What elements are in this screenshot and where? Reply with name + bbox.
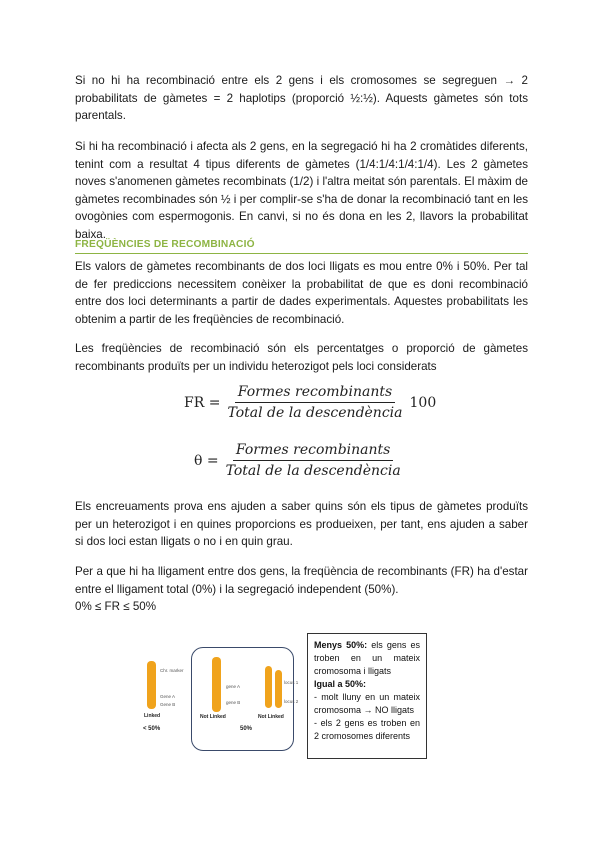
legend-igual-line2: - els 2 gens es troben en 2 cromosomes diferents bbox=[314, 718, 420, 741]
legend-box bbox=[307, 633, 427, 759]
label-not-linked-1: Not Linked bbox=[200, 714, 226, 720]
label-not-linked-2: Not Linked bbox=[258, 714, 284, 720]
legend-menys bbox=[314, 639, 420, 678]
formula-fr-numerator: Formes recombinants bbox=[235, 384, 395, 403]
label-linked: Linked bbox=[144, 713, 161, 719]
formula-theta-fraction bbox=[223, 442, 404, 479]
formula-fr-fraction bbox=[224, 384, 405, 421]
formula-fr-denominator: Total de la descendència bbox=[227, 405, 403, 421]
chromosome-linked bbox=[147, 661, 156, 709]
chromosome-not-linked-long bbox=[212, 657, 221, 712]
legend-igual-title: Igual a 50%: bbox=[314, 679, 367, 689]
label-gene-a-long: gene A bbox=[226, 684, 241, 689]
label-gene-b-linked: Gene B bbox=[160, 702, 176, 707]
paragraph-linkage-range: Per a que hi ha lligament entre dos gens, la freqüència de recombinants (FR) ha d'estar entre el lligament total (0%) i la segregació independent (50%). bbox=[75, 565, 528, 596]
formula-theta bbox=[194, 442, 408, 479]
legend-menys-title: Menys 50%: bbox=[314, 640, 368, 650]
paragraph-frequency-definition: Les freqüències de recombinació són els percentatges o proporció de gàmetes recombinants produïts per un individu heterozigot pels loci considerats bbox=[75, 342, 528, 373]
label-locus-2: locus 2 bbox=[284, 699, 299, 704]
formula-theta-numerator: Formes recombinants bbox=[233, 442, 393, 461]
chromosome-not-linked-b bbox=[275, 670, 282, 708]
formula-fr bbox=[184, 384, 436, 421]
legend-igual-line1: - molt lluny en un mateix cromosoma → NO lligats bbox=[314, 692, 420, 715]
label-chr-marker: Chr. marker bbox=[160, 668, 184, 673]
formula-fr-factor: 100 bbox=[409, 394, 437, 411]
section-heading: FREQÜÈNCIES DE RECOMBINACIÓ bbox=[75, 238, 528, 254]
legend-menys-text: els gens es troben en un mateix cromosoma i lligats bbox=[314, 640, 420, 676]
formula-fr-lhs: FR = bbox=[184, 394, 221, 411]
inequality-fr: 0% ≤ FR ≤ 50% bbox=[75, 600, 157, 613]
paragraph-recombination: Si hi ha recombinació i afecta als 2 gens, en la segregació hi ha 2 cromàtides diferents, tenint com a resultat 4 tipus diferents de gàmetes (1/4:1/4:1/4:1/4). Les 2 gàmetes noves s'anomenen gàmetes recombinats (1/2) i l'altra meitat són parentals. El màxim de gàmetes recombinades són ½ i per complir-se s'ha de donar la recombinació tant en les ovogònies com espermogonis. En canvi, si no és dona en les 2, llavors la probabilitat baixa. bbox=[75, 140, 528, 241]
formula-theta-denominator: Total de la descendència bbox=[225, 463, 401, 479]
label-gene-b-long: gene B bbox=[226, 700, 241, 705]
formula-theta-lhs: θ = bbox=[194, 452, 219, 469]
chromosome-not-linked-a bbox=[265, 666, 272, 708]
caption-50: 50% bbox=[240, 726, 253, 732]
paragraph-test-crosses: Els encreuaments prova ens ajuden a saber quins són els tipus de gàmetes produïts per un heterozigot i en quines proporcions es produeixen, per tant, ens ajuden a saber si dos loci estan lligats o no i en quin grau. bbox=[75, 500, 528, 549]
label-gene-a-linked: Gene A bbox=[160, 694, 176, 699]
label-locus-1: locus 1 bbox=[284, 680, 299, 685]
paragraph-recombinant-values: Els valors de gàmetes recombinants de dos loci lligats es mou entre 0% i 50%. Per tal de fer prediccions necessitem conèixer la probabilitat de que es doni recombinació entre dos loci determinants a partir de dades experimentals. Aquestes probabilitats les obtenim a partir de les freqüències de recombinació. bbox=[75, 260, 528, 326]
caption-less-than-50: < 50% bbox=[143, 726, 161, 732]
paragraph-no-recombination: Si no hi ha recombinació entre els 2 gens i els cromosomes se segreguen → 2 probabilitats de gàmetes = 2 haplotips (proporció ½:½). Aquests gàmetes són tots parentals. bbox=[75, 74, 528, 123]
